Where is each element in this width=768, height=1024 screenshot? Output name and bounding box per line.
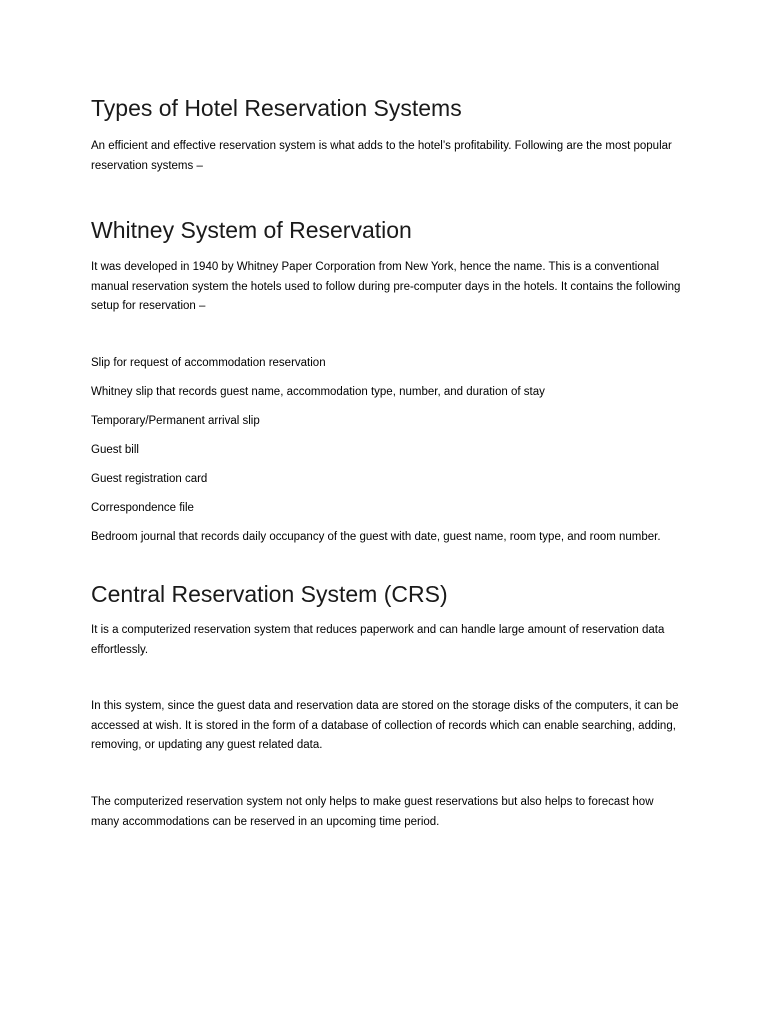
crs-paragraph-2: In this system, since the guest data and reservation data are stored on the storage disks of the computers, it can be accessed at wish. It is stored in the form of a database of collection of records which can enable searching, adding, removing, or updating any guest related data. <box>91 700 679 751</box>
list-item: Correspondence file <box>91 502 194 514</box>
list-item: Whitney slip that records guest name, accommodation type, number, and duration of stay <box>91 386 545 398</box>
intro-paragraph: An efficient and effective reservation system is what adds to the hotel’s profitability. Following are the most popular reservation systems – <box>91 140 672 172</box>
heading-types-of-reservation-systems: Types of Hotel Reservation Systems <box>91 95 462 121</box>
list-item: Bedroom journal that records daily occupancy of the guest with date, guest name, room type, and room number. <box>91 531 661 543</box>
list-item: Slip for request of accommodation reservation <box>91 357 326 369</box>
list-item: Guest registration card <box>91 473 208 485</box>
heading-central-reservation-system: Central Reservation System (CRS) <box>91 581 448 607</box>
heading-whitney-system: Whitney System of Reservation <box>91 217 412 243</box>
crs-paragraph-1: It is a computerized reservation system that reduces paperwork and can handle large amount of reservation data effortlessly. <box>91 624 665 656</box>
list-item: Temporary/Permanent arrival slip <box>91 415 260 427</box>
whitney-paragraph: It was developed in 1940 by Whitney Paper Corporation from New York, hence the name. This is a conventional manual reservation system the hotels used to follow during pre-computer days in the hotels. It contains the following setup for reservation – <box>91 261 681 312</box>
list-item: Guest bill <box>91 444 139 456</box>
crs-paragraph-3: The computerized reservation system not only helps to make guest reservations but also helps to forecast how many accommodations can be reserved in an upcoming time period. <box>91 796 654 828</box>
